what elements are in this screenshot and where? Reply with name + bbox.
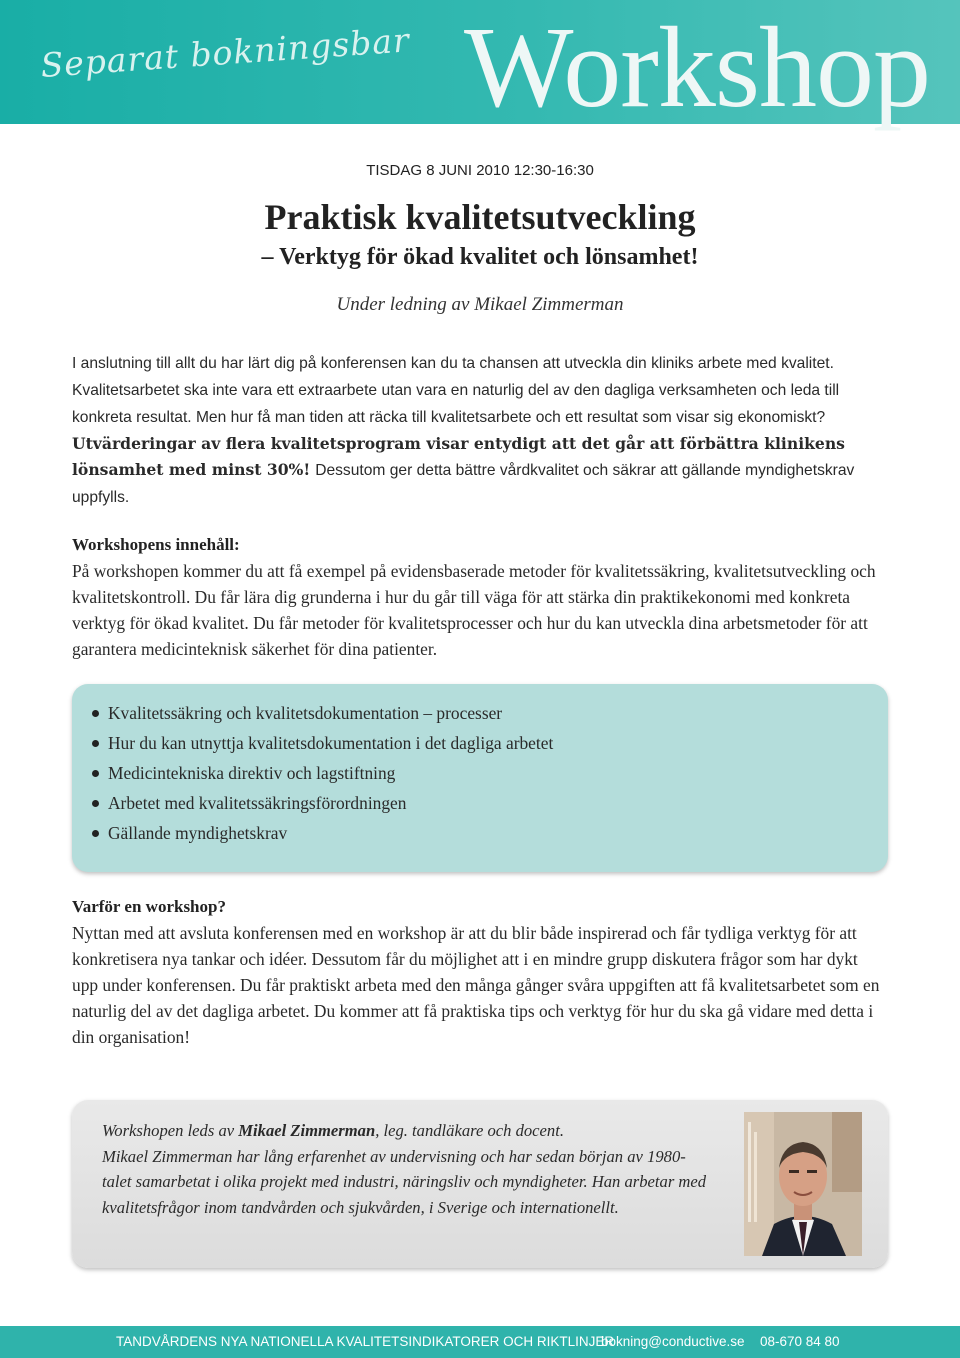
why-section bbox=[72, 894, 888, 1050]
event-leader: Under ledning av Mikael Zimmerman bbox=[336, 294, 624, 315]
bio-description: Mikael Zimmerman har lång erfarenhet av undervisning och har sedan början av 1980-talet samarbetat i olika projekt med industri, näringsliv och myndigheter. Han arbetar med kvalitetsfrågor inom tandvården och sjukvården, i Sverige och internationellt. bbox=[102, 1146, 707, 1217]
topics-list bbox=[90, 700, 553, 850]
list-item: Hur du kan utnyttja kvalitetsdokumentation i det dagliga arbetet bbox=[90, 730, 553, 760]
intro-highlight: Utvärderingar av flera kvalitetsprogram visar entydigt att det går att förbättra klinikens lönsamhet med minst 30%! bbox=[72, 434, 845, 479]
why-text: Nyttan med att avsluta konferensen med en workshop är att du blir både inspirerad och får tydliga verktyg för att konkretisera nya tankar och idéer. Dessutom får du möjlighet att i en mindre grupp diskutera frågor som har dykt upp under konferensen. Du får praktiskt arbeta med den många gånger svåra uppgiften att få kvalitetsarbetet som en naturlig del av det dagliga arbetet. Du kommer att få praktiska tips och verktyg för hur du ska gå vidare med detta i din organisation! bbox=[72, 923, 880, 1047]
footer-phone: 08-670 84 80 bbox=[760, 1334, 840, 1349]
bio-box bbox=[72, 1100, 888, 1268]
contents-heading: Workshopens innehåll: bbox=[72, 535, 240, 554]
header-title: Workshop bbox=[464, 4, 930, 132]
list-item: Kvalitetssäkring och kvalitetsdokumentation – processer bbox=[90, 700, 553, 730]
why-heading: Varför en workshop? bbox=[72, 897, 226, 916]
bio-text bbox=[102, 1118, 712, 1220]
footer-bar bbox=[0, 1326, 960, 1358]
intro-text-end: Dessutom ger detta bättre vårdkvalitet och säkrar att gällande myndighetskrav uppfylls. bbox=[72, 462, 855, 506]
page-title: Praktisk kvalitetsutveckling bbox=[264, 197, 696, 237]
page-subtitle: – Verktyg för ökad kvalitet och lönsamhet! bbox=[261, 244, 699, 270]
event-date: TISDAG 8 JUNI 2010 12:30-16:30 bbox=[366, 162, 594, 179]
contents-text: På workshopen kommer du att få exempel på evidensbaserade metoder för kvalitetssäkring, kvalitetsutveckling och kvalitetskontroll. Du får lära dig grunderna i hur du går till väga för att stärka din praktikekonomi med konkreta verktyg för ökad kvalitet. Du får metoder för kvalitetsprocesser och hur du kan utveckla dina arbetsmetoder för att garantera medicinteknisk säkerhet för dina patienter. bbox=[72, 561, 876, 659]
list-item: Medicintekniska direktiv och lagstiftning bbox=[90, 760, 553, 790]
footer-email-link[interactable]: bokning@conductive.se bbox=[601, 1334, 745, 1349]
bio-role: , leg. tandläkare och docent. bbox=[375, 1121, 564, 1140]
list-item: Arbetet med kvalitetssäkringsförordningen bbox=[90, 790, 553, 820]
footer-tagline: TANDVÅRDENS NYA NATIONELLA KVALITETSINDIKATORER OCH RIKTLINJER bbox=[116, 1334, 615, 1349]
bio-lead: Workshopen leds av bbox=[102, 1121, 235, 1140]
header-banner bbox=[0, 0, 960, 132]
header-tagline: Separat bokningsbar bbox=[39, 20, 411, 85]
contents-section bbox=[72, 532, 888, 662]
portrait-photo bbox=[744, 1112, 862, 1256]
intro-paragraph bbox=[72, 350, 888, 511]
topics-box bbox=[72, 684, 888, 872]
list-item: Gällande myndighetskrav bbox=[90, 820, 553, 850]
portrait-icon bbox=[744, 1112, 862, 1256]
intro-text: I anslutning till allt du har lärt dig på konferensen kan du ta chansen att utveckla din kliniks arbete med kvalitet. Kvalitetsarbetet ska inte vara ett extraarbete utan vara en naturlig del av den dagliga verksamheten och leda till konkreta resultat. Men hur få man tiden att räcka till kvalitetsarbete och ett resultat som visar sig ekonomiskt? bbox=[72, 355, 840, 426]
bio-name: Mikael Zimmerman bbox=[238, 1121, 376, 1140]
